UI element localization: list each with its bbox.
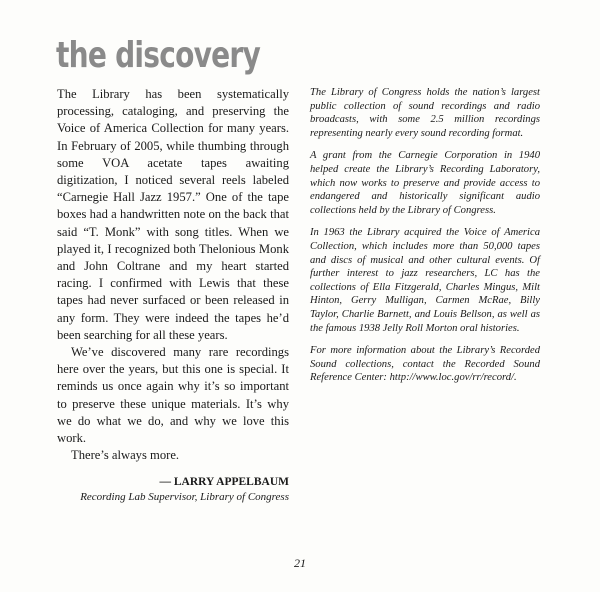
body-paragraph-1: The Library has been systematically processing, cataloging, and preserving the Voice of America Collection for many years. In February of 2005, while thumbing through some VOA acetate tapes awaiting digitization, I noticed several reels labeled “Carnegie Hall Jazz 1957.” One of the tape boxes had a handwritten note on the back that said “T. Monk” with song titles. When we played it, I recognized both Thelonious Monk and John Coltrane and my heart started racing. I confirmed with Lewis that these tapes had never surfaced or been released in any form. They were indeed the tapes he’d been searching for all these years.	[57, 87, 289, 342]
signature-title: Recording Lab Supervisor, Library of Congress	[80, 491, 289, 504]
section-heading: the discovery	[56, 35, 260, 76]
page-number: 21	[294, 556, 306, 570]
main-text-column	[57, 86, 289, 504]
body-paragraph-3: There’s always more.	[71, 448, 180, 463]
signature-block	[57, 474, 289, 504]
sidebar-paragraph-2: A grant from the Carnegie Corporation in 1940 helped create the Library’s Recording Laboratory, which now works to preserve and provide access to endangered and historically significant audio collections held by the Library of Congress.	[310, 150, 540, 216]
sidebar-paragraph-3: In 1963 the Library acquired the Voice of America Collection, which includes more than 50,000 tapes and discs of musical and other cultural events. Of further interest to jazz researchers, LC has the collections of Ella Fitzgerald, Charles Mingus, Milt Hinton, Gerry Mulligan, Carmen McRae, Billy Taylor, Charlie Barnett, and Louis Bellson, as well as the famous 1938 Jelly Roll Morton oral histories.	[310, 227, 540, 334]
signature-name: — LARRY APPELBAUM	[159, 476, 289, 489]
body-paragraph-2: We’ve discovered many rare recordings here over the years, but this one is special. It reminds us once again why it’s so important to preserve these unique materials. It’s why we do what we do, and why we love this work.	[57, 345, 289, 446]
sidebar-paragraph-4: For more information about the Library’s Recorded Sound collections, contact the Recorded Sound Reference Center: http://www.loc.gov/rr/record/.	[310, 345, 540, 384]
sidebar-paragraph-1: The Library of Congress holds the nation’s largest public collection of sound recordings and radio broadcasts, with some 2.5 million recordings representing nearly every sound recording format.	[310, 87, 540, 139]
sidebar-text-column	[310, 86, 540, 394]
